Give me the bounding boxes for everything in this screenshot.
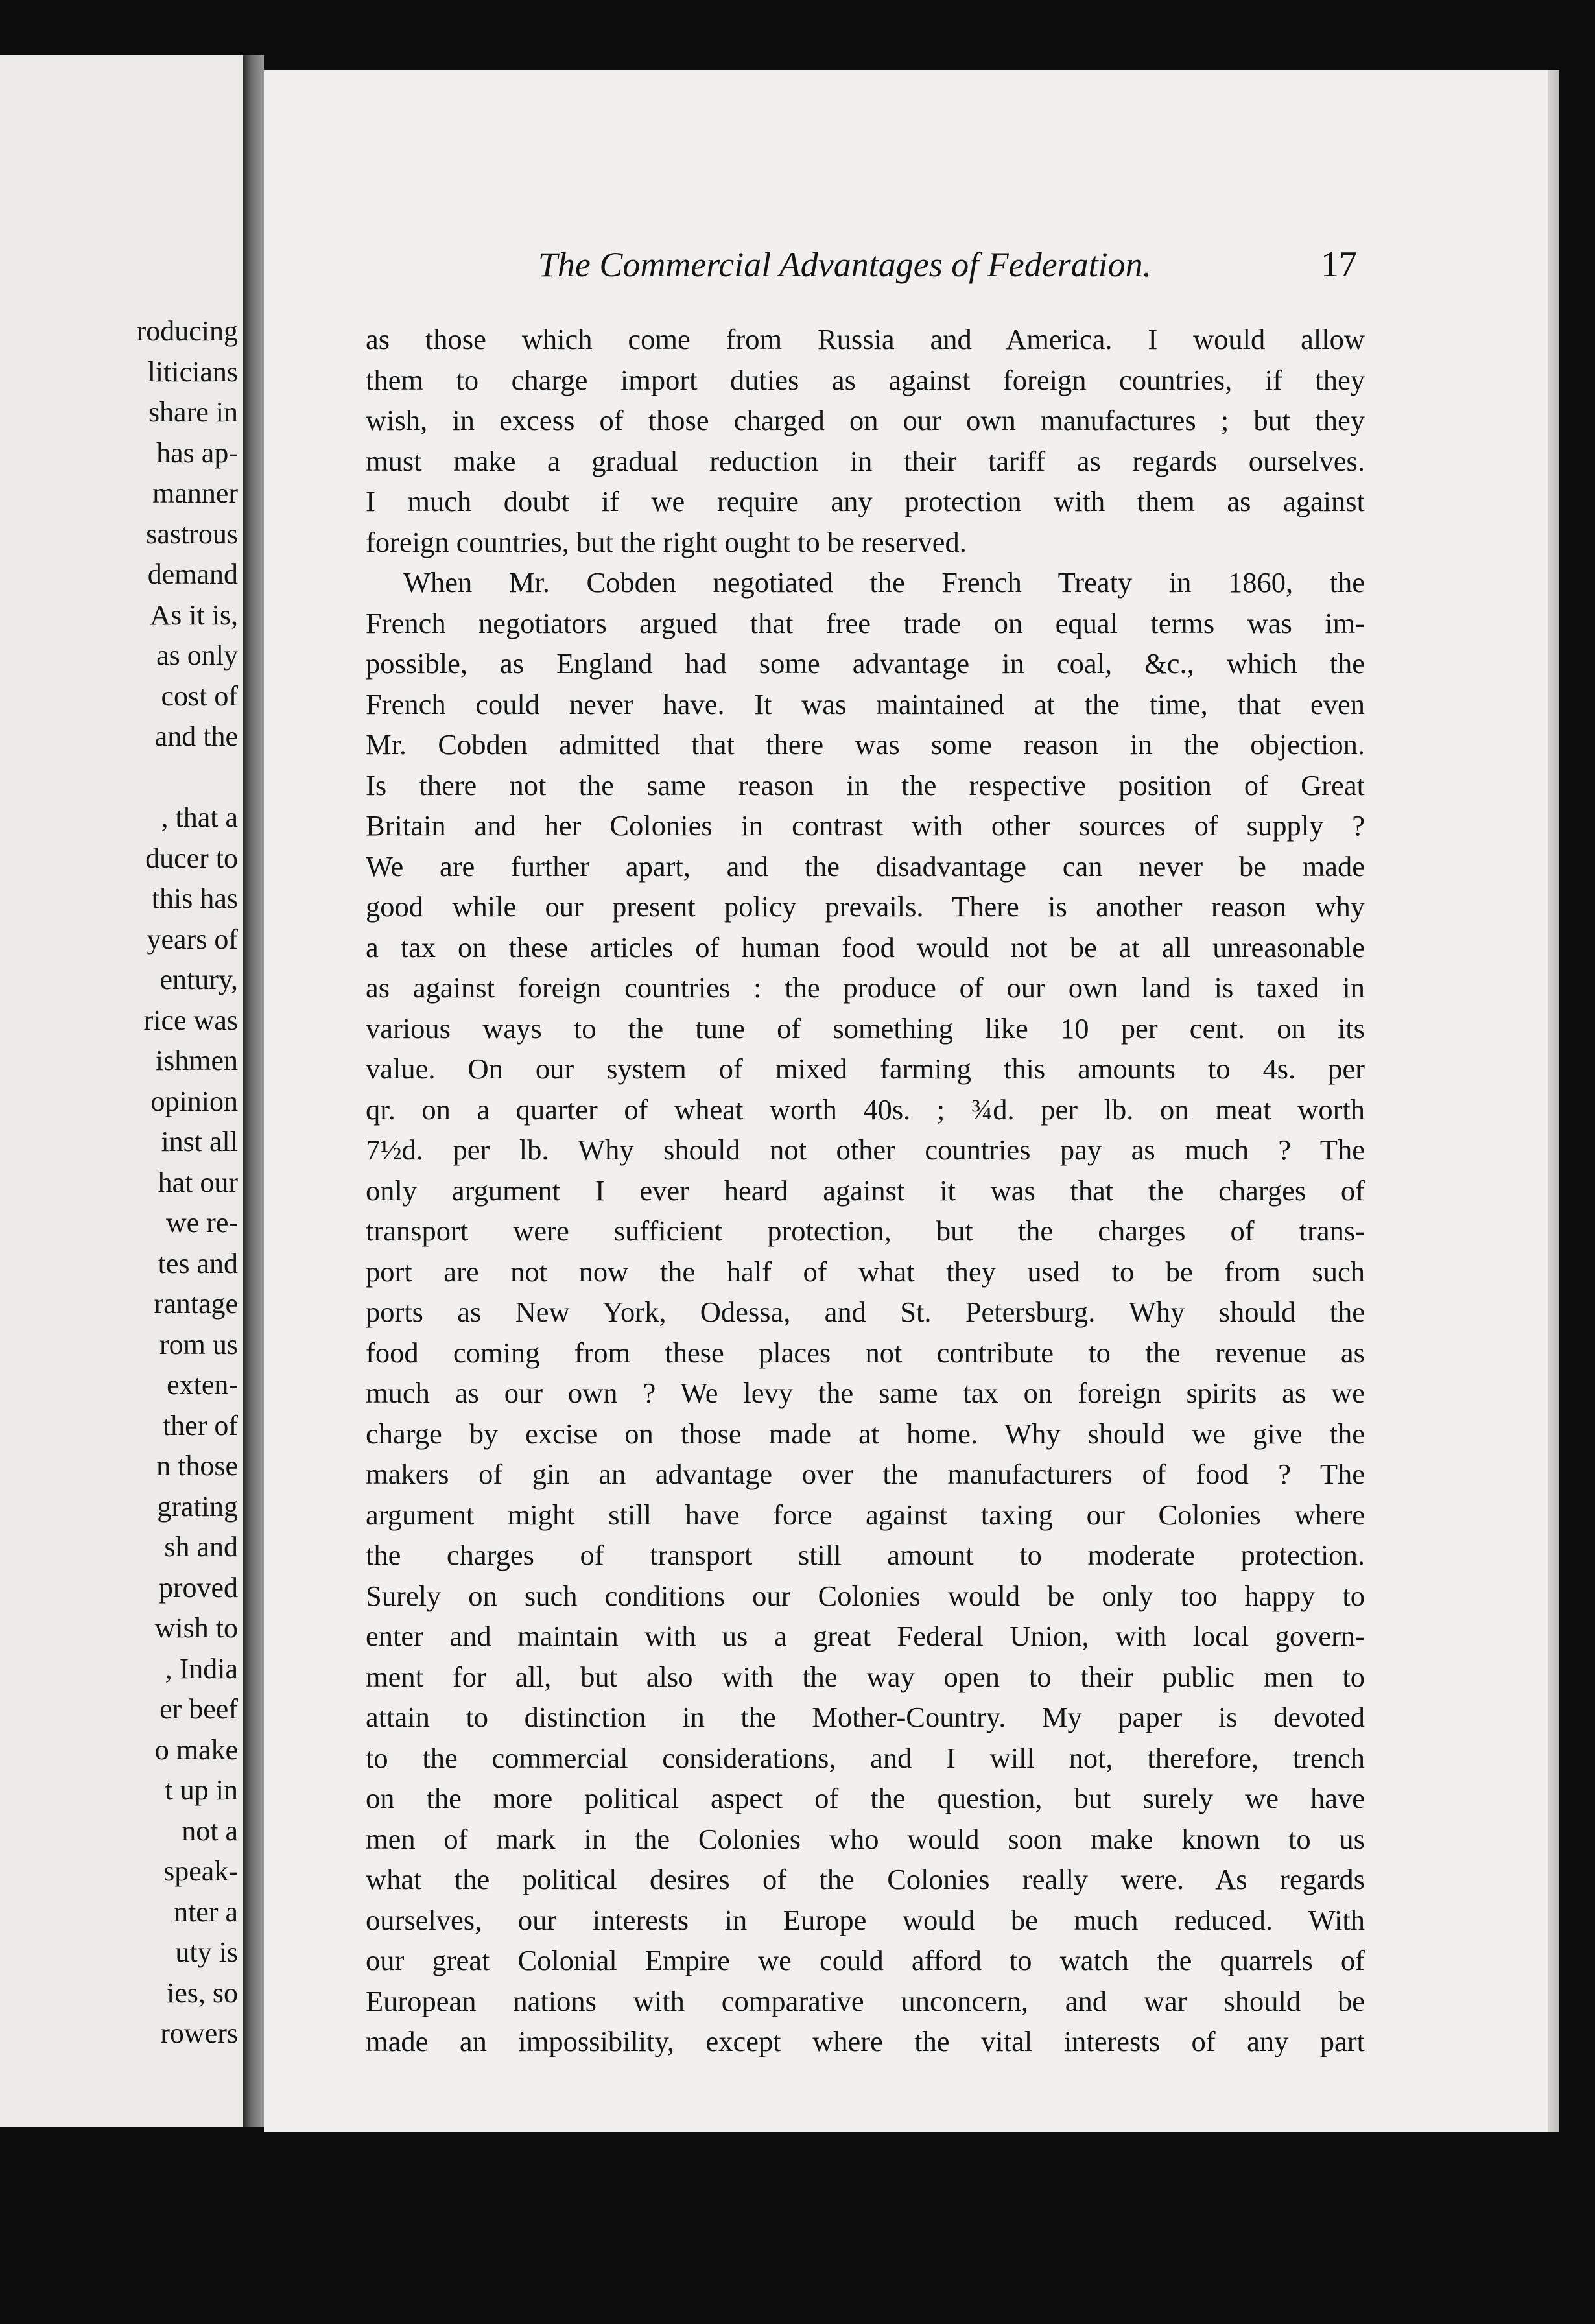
text-line: ourselves, our interests in Europe would be much reduced. With bbox=[366, 1903, 1365, 1936]
fragment-line: exten- bbox=[167, 1369, 238, 1401]
fragment-line: proved bbox=[158, 1571, 238, 1604]
facing-page-left bbox=[0, 55, 243, 2127]
text-line: ports as New York, Odessa, and St. Petersburg. Why should the bbox=[366, 1296, 1365, 1328]
fragment-line: ducer to bbox=[145, 842, 238, 874]
text-line: possible, as England had some advantage in coal, &c., which the bbox=[366, 647, 1365, 680]
text-line: wish, in excess of those charged on our own manufactures ; but they bbox=[366, 404, 1365, 436]
fragment-line: we re- bbox=[165, 1207, 238, 1239]
text-line: Surely on such conditions our Colonies would be only too happy to bbox=[366, 1579, 1365, 1612]
facing-page-text-fragments bbox=[137, 311, 238, 2054]
fragment-line: rowers bbox=[160, 2017, 238, 2049]
text-line: only argument I ever heard against it was that the charges of bbox=[366, 1174, 1365, 1207]
text-line: our great Colonial Empire we could afford to watch the quarrels of bbox=[366, 1944, 1365, 1976]
running-head bbox=[264, 235, 1365, 294]
text-line: food coming from these places not contribute to the revenue as bbox=[366, 1336, 1365, 1369]
fragment-line: as only bbox=[156, 639, 238, 671]
fragment-line: rantage bbox=[154, 1288, 238, 1320]
text-line: Is there not the same reason in the respective position of Great bbox=[366, 768, 1365, 801]
text-line: makers of gin an advantage over the manufacturers of food ? The bbox=[366, 1458, 1365, 1490]
text-line: 7½d. per lb. Why should not other countries pay as much ? The bbox=[366, 1133, 1365, 1166]
text-line: When Mr. Cobden negotiated the French Treaty in 1860, the bbox=[403, 566, 1365, 599]
text-line: value. On our system of mixed farming this amounts to 4s. per bbox=[366, 1052, 1365, 1085]
fragment-line: inst all bbox=[161, 1126, 238, 1157]
fragment-line: opinion bbox=[150, 1085, 238, 1117]
text-line: ment for all, but also with the way open to their public men to bbox=[366, 1660, 1365, 1693]
text-line: must make a gradual reduction in their tariff as regards ourselves. bbox=[366, 444, 1365, 477]
text-line: men of mark in the Colonies who would soon make known to us bbox=[366, 1822, 1365, 1855]
text-line: argument might still have force against taxing our Colonies where bbox=[366, 1498, 1365, 1531]
text-line: I much doubt if we require any protection with them as against bbox=[366, 485, 1365, 517]
page-number: 17 bbox=[1321, 244, 1357, 285]
page-17 bbox=[264, 70, 1559, 2132]
text-line: French negotiators argued that free trade on equal terms was im- bbox=[366, 606, 1365, 639]
text-line: to the commercial considerations, and I will not, therefore, trench bbox=[366, 1741, 1365, 1774]
text-line: a tax on these articles of human food would not be at all unreasonable bbox=[366, 931, 1365, 964]
text-line: as those which come from Russia and America. I would allow bbox=[366, 323, 1365, 355]
fragment-line: sastrous bbox=[146, 517, 238, 550]
text-line: qr. on a quarter of wheat worth 40s. ; ¾d. per lb. on meat worth bbox=[366, 1093, 1365, 1126]
fragment-line: years of bbox=[147, 923, 238, 955]
text-line: them to charge import duties as against foreign countries, if they bbox=[366, 363, 1365, 396]
text-line: enter and maintain with us a great Federal Union, with local govern- bbox=[366, 1620, 1365, 1652]
book-gutter bbox=[243, 55, 264, 2127]
fragment-line: t up in bbox=[165, 1774, 238, 1806]
text-line: on the more political aspect of the question, but surely we have bbox=[366, 1782, 1365, 1814]
fragment-line: hat our bbox=[158, 1166, 238, 1198]
text-line: Britain and her Colonies in contrast with other sources of supply ? bbox=[366, 809, 1365, 842]
fragment-line: , India bbox=[165, 1652, 238, 1685]
fragment-line: o make bbox=[154, 1733, 238, 1766]
fragment-line: ther of bbox=[162, 1409, 238, 1441]
text-line: much as our own ? We levy the same tax on foreign spirits as we bbox=[366, 1377, 1365, 1409]
fragment-line: has ap- bbox=[156, 436, 238, 469]
text-line: as against foreign countries : the produce of our own land is taxed in bbox=[366, 971, 1365, 1004]
text-line: various ways to the tune of something like 10 per cent. on its bbox=[366, 1012, 1365, 1045]
text-line: foreign countries, but the right ought to be reserved. bbox=[366, 525, 967, 558]
fragment-line: , that a bbox=[161, 801, 238, 833]
fragment-line: grating bbox=[157, 1490, 238, 1523]
fragment-line: liticians bbox=[147, 355, 238, 388]
fragment-line: this has bbox=[151, 883, 238, 914]
fragment-line: rice was bbox=[143, 1004, 238, 1036]
fragment-line: share in bbox=[148, 396, 238, 428]
text-line: made an impossibility, except where the vital interests of any part bbox=[366, 2025, 1365, 2057]
text-line: the charges of transport still amount to moderate protection. bbox=[366, 1539, 1365, 1571]
fragment-line: ies, so bbox=[167, 1976, 238, 2009]
text-line: Mr. Cobden admitted that there was some reason in the objection. bbox=[366, 728, 1365, 761]
running-head-title: The Commercial Advantages of Federation. bbox=[538, 245, 1152, 284]
fragment-line: nter a bbox=[174, 1895, 238, 1928]
fragment-line: cost of bbox=[161, 680, 238, 712]
text-line: port are not now the half of what they used to be from such bbox=[366, 1255, 1365, 1288]
fragment-line: tes and bbox=[158, 1247, 238, 1279]
text-line: transport were sufficient protection, but the charges of trans- bbox=[366, 1215, 1365, 1247]
fragment-line bbox=[137, 757, 238, 798]
text-line: good while our present policy prevails. There is another reason why bbox=[366, 890, 1365, 923]
text-line: attain to distinction in the Mother-Country. My paper is devoted bbox=[366, 1701, 1365, 1733]
body-text bbox=[366, 319, 1365, 2062]
fragment-line: ishmen bbox=[155, 1045, 238, 1076]
fragment-line: uty is bbox=[175, 1936, 238, 1968]
fragment-line: speak- bbox=[163, 1855, 238, 1887]
text-line: charge by excise on those made at home. Why should we give the bbox=[366, 1417, 1365, 1450]
fragment-line: er beef bbox=[160, 1693, 238, 1725]
fragment-line: not a bbox=[182, 1814, 238, 1847]
fragment-line: entury, bbox=[160, 964, 238, 995]
fragment-line: manner bbox=[152, 477, 238, 509]
text-line: French could never have. It was maintained at the time, that even bbox=[366, 687, 1365, 720]
fragment-line: demand bbox=[147, 558, 238, 590]
text-line: European nations with comparative unconcern, and war should be bbox=[366, 1984, 1365, 2017]
fragment-line: and the bbox=[154, 720, 238, 752]
fragment-line: rom us bbox=[160, 1328, 238, 1360]
fragment-line: roducing bbox=[136, 315, 238, 347]
text-line: what the political desires of the Colonies really were. As regards bbox=[366, 1863, 1365, 1895]
fragment-line: n those bbox=[156, 1450, 238, 1482]
text-line: We are further apart, and the disadvantage can never be made bbox=[366, 849, 1365, 883]
fragment-line: wish to bbox=[154, 1612, 238, 1644]
fragment-line: As it is, bbox=[150, 599, 238, 631]
fragment-line: sh and bbox=[164, 1531, 238, 1563]
